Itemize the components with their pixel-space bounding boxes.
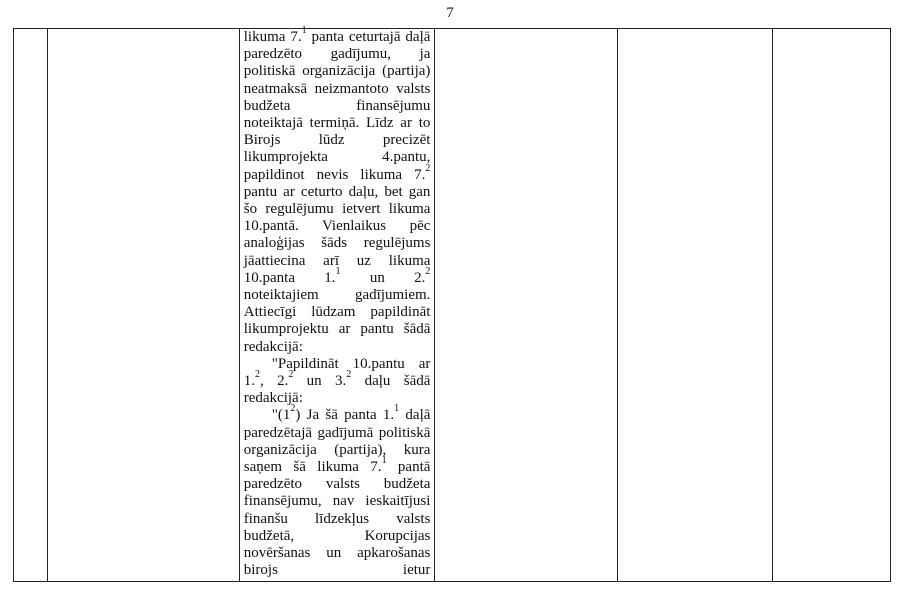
- table-cell-number: [14, 29, 48, 582]
- table-cell-final-text: [772, 29, 890, 582]
- superscript: 2: [425, 265, 431, 277]
- table-row: [14, 29, 891, 582]
- superscript: 2: [425, 162, 431, 174]
- page-number: 7: [446, 5, 454, 21]
- superscript: 2: [346, 369, 352, 381]
- comment-paragraph: "Papildināt 10.pantu ar 1.$^2$, 2.$^2$ un 3.$^2$ daļu šādā redakcijā:: [243, 355, 431, 407]
- comment-paragraph: likuma 7.$^1$ panta ceturtajā daļā paredzēto gadījumu, ja politiskā organizācija (partija) neatmaksā neizmantoto valsts budžeta finansējumu noteiktajā termiņā. Līdz ar to Birojs lūdz precizēt likumprojekta 4.pantu, papildinot nevis likuma 7.$^2$ pantu ar ceturto daļu, bet gan šo regulējumu ietvert likuma 10.pantā. Vienlaikus pēc analoģijas šāds regulējums jāattiecina arī uz likuma 10.panta 1.$^1$ un 2.$^2$ noteiktajiem gadījumiem. Attiecīgi lūdzam papildināt likumprojektu ar pantu šādā redakcijā:: [243, 25, 431, 355]
- comment-paragraph: "$(1^2)$ Ja šā panta 1.$^1$ daļā paredzētajā gadījumā politiskā organizācija (partija), kura saņem šā likuma 7.$^1$ pantā paredzēto valsts budžeta finansējumu, nav ieskaitījusi finanšu līdzekļus valsts budžetā, Korupcijas novēršanas un apkarošanas birojs ietur: [243, 403, 431, 579]
- superscript: 1: [301, 25, 307, 36]
- table-cell-proposal: [435, 29, 618, 582]
- superscript: 2: [290, 403, 296, 415]
- table-cell-comment: [239, 25, 435, 582]
- superscript: 2: [288, 369, 294, 381]
- superscript: 1: [335, 265, 341, 277]
- superscript: 1: [381, 455, 387, 467]
- table-cell-draft-text: [48, 29, 240, 582]
- superscript: 1: [394, 403, 400, 415]
- document-table: [13, 25, 891, 582]
- table-cell-response: [618, 29, 773, 582]
- comment-text: [243, 25, 431, 580]
- superscript: 2: [255, 369, 260, 381]
